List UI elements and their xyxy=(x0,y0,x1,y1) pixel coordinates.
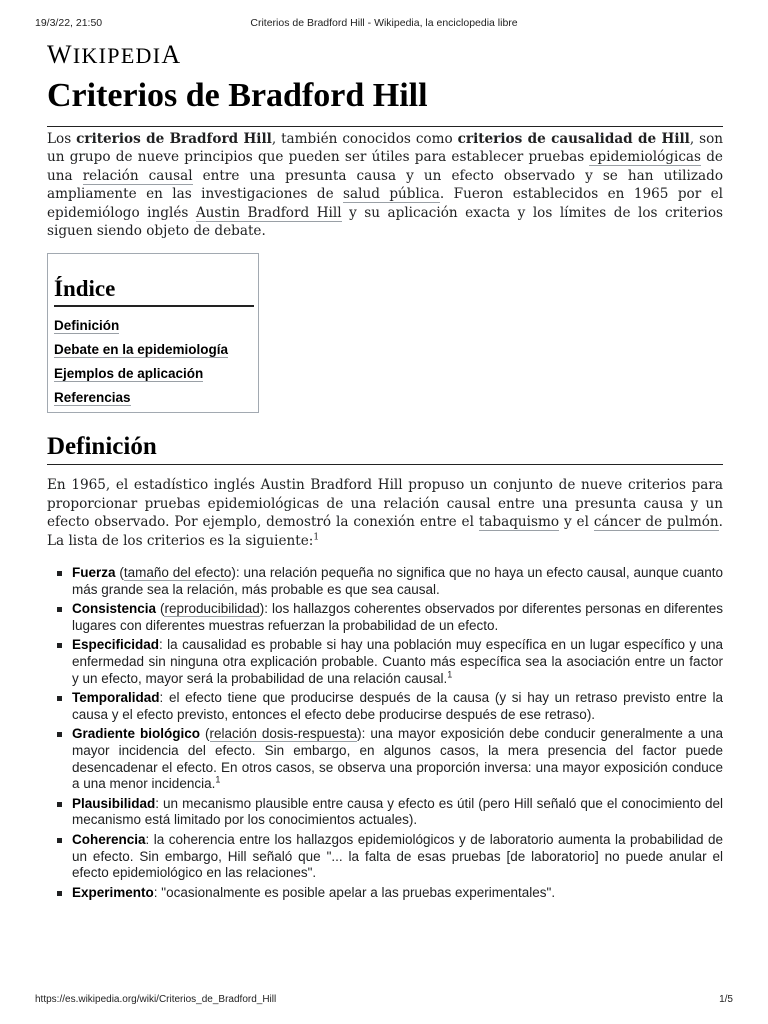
criterion-name: Fuerza xyxy=(72,565,116,580)
bullet-icon xyxy=(57,838,62,843)
bullet-icon xyxy=(57,732,62,737)
criterion-name: Experimento xyxy=(72,884,154,900)
criteria-list xyxy=(55,565,723,904)
section-heading-definicion: Definición xyxy=(47,432,723,465)
criterion-name: Gradiente biológico xyxy=(72,726,201,742)
link-tabaquismo[interactable]: tabaquismo xyxy=(478,514,560,531)
page-title: Criterios de Bradford Hill xyxy=(47,74,723,127)
criterion-name: Especificidad xyxy=(72,637,160,653)
reference-marker[interactable]: 1 xyxy=(215,774,221,785)
criterion-name: Coherencia xyxy=(72,831,146,847)
criterion-link[interactable]: tamaño del efecto xyxy=(123,565,232,580)
bullet-icon xyxy=(57,696,62,701)
wikipedia-logo[interactable]: WIKIPEDIA xyxy=(47,40,182,69)
link-epidemiologicas[interactable]: epidemiológicas xyxy=(589,149,702,166)
criterion-name: Consistencia xyxy=(72,601,157,617)
link-austin-bradford-hill[interactable]: Austin Bradford Hill xyxy=(195,204,342,221)
bullet-icon xyxy=(57,891,62,896)
toc-heading: Índice xyxy=(54,276,254,307)
reference-marker[interactable]: 1 xyxy=(447,669,453,680)
bullet-icon xyxy=(57,607,62,612)
criterion-item: Especificidad: la causalidad es probable si hay una población muy específica en un lugar específico y una enfermedad sin ninguna otra explicación probable. Cuanto más específica sea la asociación entre un factor y un efecto, mayor será la probabilidad de una relación causal.$^1$ xyxy=(55,637,723,687)
print-datetime: 19/3/22, 21:50 xyxy=(35,17,103,29)
definition-paragraph: En 1965, el estadístico inglés Austin Bradford Hill propuso un conjunto de nueve criterios para proporcionar pruebas epidemiológicas de una relación causal entre una presunta causa y un efecto observado. Por ejemplo, demostró la conexión entre el tabaquismo y el cáncer de pulmón. La lista de los criterios es la siguiente:$^1$ xyxy=(47,477,723,549)
criterion-name: Plausibilidad xyxy=(72,795,156,811)
link-salud-publica[interactable]: salud pública xyxy=(343,186,440,203)
criterion-item: Temporalidad: el efecto tiene que producirse después de la causa (y si hay un retraso previsto entre la causa y el efecto previsto, entonces el efecto debe producirse después de ese retraso). xyxy=(55,690,723,723)
intro-paragraph: Los criterios de Bradford Hill, también conocidos como criterios de causalidad de Hill, son un grupo de nueve principios que pueden ser útiles para establecer pruebas epidemiológicas de una relación causal entre una presunta causa y un efecto observado y se han utilizado ampliamente en las investigaciones de salud pública. Fueron establecidos en 1965 por el epidemiólogo inglés Austin Bradford Hill y su aplicación exacta y los límites de los criterios siguen siendo objeto de debate. xyxy=(47,131,724,240)
criterion-item: Experimento: "ocasionalmente es posible apelar a las pruebas experimentales". xyxy=(55,885,723,902)
print-url: https://es.wikipedia.org/wiki/Criterios_de_Bradford_Hill xyxy=(35,994,277,1005)
print-page-number: 1/5 xyxy=(719,994,733,1005)
criterion-item: Coherencia: la coherencia entre los hallazgos epidemiológicos y de laboratorio aumenta la probabilidad de un efecto. Sin embargo, Hill señaló que "... la falta de esas pruebas [de laboratorio] no puede anular el efecto epidemiológico en las relaciones". xyxy=(55,832,723,882)
toc-item-ejemplos[interactable]: Ejemplos de aplicación xyxy=(54,366,204,381)
criterion-item: Consistencia (reproducibilidad): los hallazgos coherentes observados por diferentes personas en diferentes lugares con diferentes muestras refuerzan la probabilidad de un efecto. xyxy=(55,601,723,634)
print-page-title: Criterios de Bradford Hill - Wikipedia, la enciclopedia libre xyxy=(250,17,518,29)
criterion-link[interactable]: relación dosis-respuesta xyxy=(209,726,358,742)
criterion-item: Fuerza (tamaño del efecto): una relación pequeña no significa que no haya un efecto causal, aunque cuanto más grande sea la relación, más probable es que sea causal. xyxy=(55,565,723,598)
link-cancer-de-pulmon[interactable]: cáncer de pulmón xyxy=(593,514,719,531)
link-relacion-causal[interactable]: relación causal xyxy=(82,167,193,184)
criterion-link[interactable]: reproducibilidad xyxy=(164,601,260,617)
toc-item-debate[interactable]: Debate en la epidemiología xyxy=(54,342,229,357)
toc-item-referencias[interactable]: Referencias xyxy=(54,390,131,405)
table-of-contents xyxy=(47,253,259,413)
reference-marker[interactable]: 1 xyxy=(313,532,320,543)
criterion-item: Gradiente biológico (relación dosis-respuesta): una mayor exposición debe conducir generalmente a una mayor incidencia del efecto. Sin embargo, en algunos casos, la mera presencia del factor puede desencadenar el efecto. En otros casos, se observa una proporción inversa: una mayor exposición conduce a una menor incidencia.$^1$ xyxy=(55,726,723,792)
toc-item-definicion[interactable]: Definición xyxy=(54,318,120,333)
criterion-item: Plausibilidad: un mecanismo plausible entre causa y efecto es útil (pero Hill señaló que el conocimiento del mecanismo está limitado por los conocimientos actuales). xyxy=(55,796,723,829)
bullet-icon xyxy=(57,643,62,648)
criterion-name: Temporalidad xyxy=(72,690,160,706)
bullet-icon xyxy=(57,571,62,576)
bullet-icon xyxy=(57,802,62,807)
